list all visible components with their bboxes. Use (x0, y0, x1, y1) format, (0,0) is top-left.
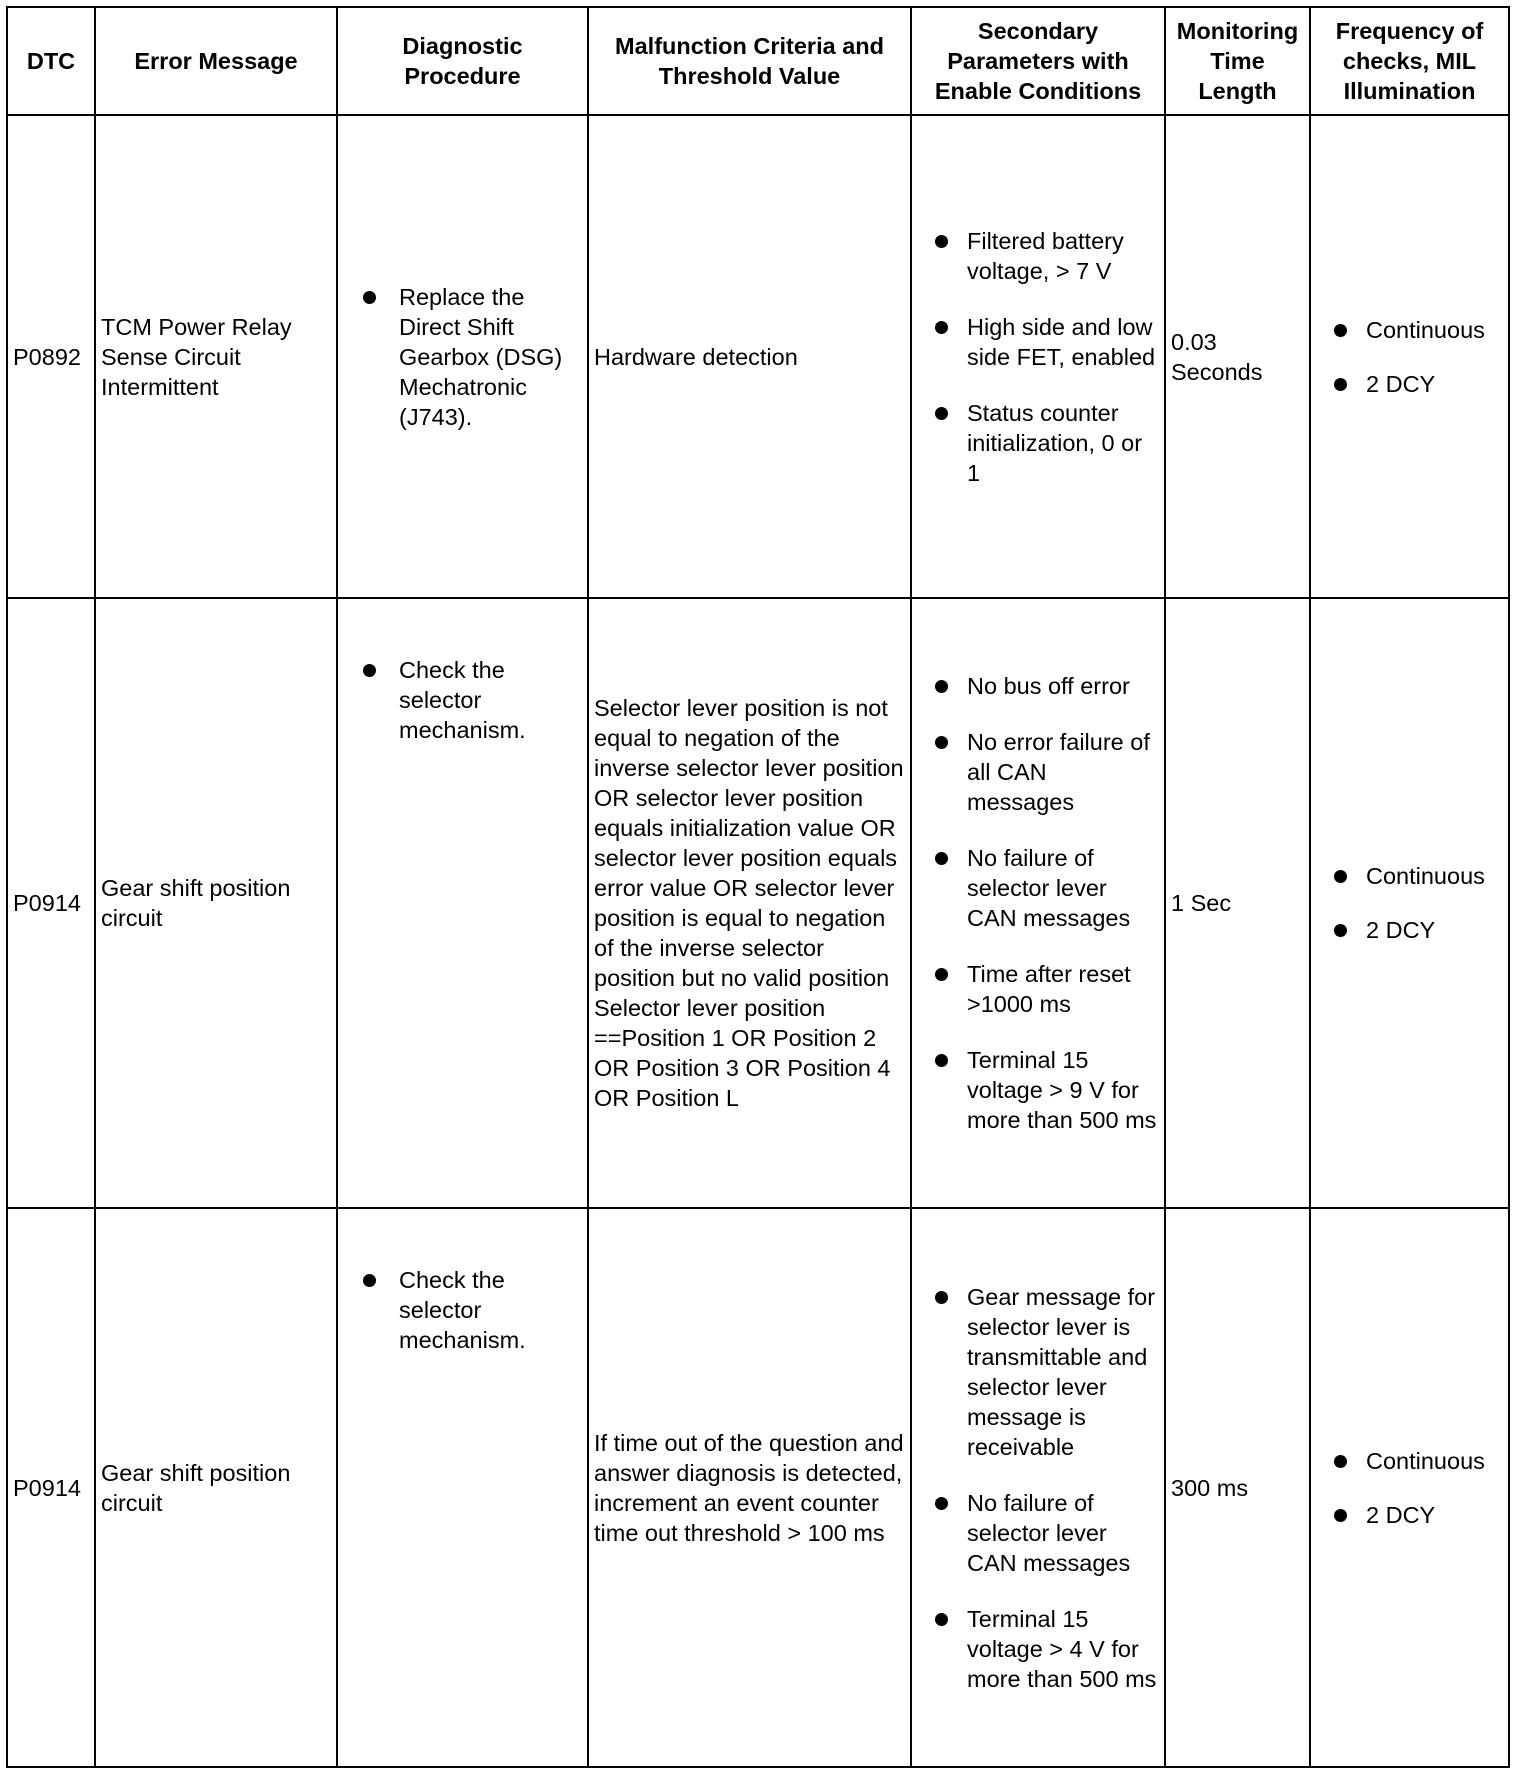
monitoring-time: 0.03 Seconds (1165, 115, 1310, 598)
procedure-list (343, 282, 582, 432)
parameter-item: Gear message for selector lever is transmittable and selector lever message is receivable (917, 1282, 1159, 1462)
dtc-code: P0914 (7, 598, 95, 1208)
procedure-item: Check the selector mechanism. (343, 1265, 582, 1355)
parameters-list (917, 671, 1159, 1135)
header-error-message: Error Message (95, 7, 337, 115)
header-secondary-parameters: Secondary Parameters with Enable Conditions (911, 7, 1165, 115)
secondary-parameters (911, 115, 1165, 598)
frequency (1310, 598, 1509, 1208)
parameter-item: Status counter initialization, 0 or 1 (917, 398, 1159, 488)
diagnostic-procedure (337, 1208, 588, 1767)
malfunction-criteria: Hardware detection (588, 115, 911, 598)
parameter-item: Terminal 15 voltage > 4 V for more than 500 ms (917, 1604, 1159, 1694)
malfunction-criteria: Selector lever position is not equal to negation of the inverse selector lever position OR selector lever position equals initialization value OR selector lever position equals error value OR selector lever position is equal to negation of the inverse selector position but no valid position Selector lever position ==Position 1 OR Position 2 OR Position 3 OR Position 4 OR Position L (588, 598, 911, 1208)
procedure-list (343, 655, 582, 745)
header-malfunction-criteria: Malfunction Criteria and Threshold Value (588, 7, 911, 115)
table-row (7, 598, 1509, 1208)
parameter-item: Time after reset >1000 ms (917, 959, 1159, 1019)
diagnostic-procedure (337, 598, 588, 1208)
frequency-item: 2 DCY (1316, 915, 1503, 945)
error-message: Gear shift position circuit (95, 598, 337, 1208)
frequency-item: 2 DCY (1316, 369, 1503, 399)
frequency-list (1316, 861, 1503, 945)
procedure-item: Check the selector mechanism. (343, 655, 582, 745)
parameter-item: No failure of selector lever CAN messages (917, 843, 1159, 933)
dtc-code: P0892 (7, 115, 95, 598)
procedure-item: Replace the Direct Shift Gearbox (DSG) Mechatronic (J743). (343, 282, 582, 432)
error-message: Gear shift position circuit (95, 1208, 337, 1767)
frequency-item: Continuous (1316, 1446, 1503, 1476)
frequency (1310, 115, 1509, 598)
header-row (7, 7, 1509, 115)
parameter-item: Terminal 15 voltage > 9 V for more than 500 ms (917, 1045, 1159, 1135)
frequency (1310, 1208, 1509, 1767)
frequency-item: 2 DCY (1316, 1500, 1503, 1530)
error-message: TCM Power Relay Sense Circuit Intermittent (95, 115, 337, 598)
procedure-list (343, 1265, 582, 1355)
parameter-item: No bus off error (917, 671, 1159, 701)
parameter-item: No failure of selector lever CAN messages (917, 1488, 1159, 1578)
parameter-item: High side and low side FET, enabled (917, 312, 1159, 372)
frequency-item: Continuous (1316, 315, 1503, 345)
frequency-item: Continuous (1316, 861, 1503, 891)
dtc-code: P0914 (7, 1208, 95, 1767)
parameter-item: Filtered battery voltage, > 7 V (917, 226, 1159, 286)
monitoring-time: 1 Sec (1165, 598, 1310, 1208)
header-monitoring-time: Monitoring Time Length (1165, 7, 1310, 115)
dtc-table (6, 6, 1510, 1768)
monitoring-time: 300 ms (1165, 1208, 1310, 1767)
parameter-item: No error failure of all CAN messages (917, 727, 1159, 817)
header-diagnostic-procedure: Diagnostic Procedure (337, 7, 588, 115)
frequency-list (1316, 315, 1503, 399)
parameters-list (917, 1282, 1159, 1694)
table-row (7, 1208, 1509, 1767)
parameters-list (917, 226, 1159, 488)
secondary-parameters (911, 598, 1165, 1208)
header-frequency: Frequency of checks, MIL Illumination (1310, 7, 1509, 115)
diagnostic-procedure (337, 115, 588, 598)
secondary-parameters (911, 1208, 1165, 1767)
header-dtc: DTC (7, 7, 95, 115)
malfunction-criteria: If time out of the question and answer diagnosis is detected, increment an event counter time out threshold > 100 ms (588, 1208, 911, 1767)
frequency-list (1316, 1446, 1503, 1530)
table-row (7, 115, 1509, 598)
